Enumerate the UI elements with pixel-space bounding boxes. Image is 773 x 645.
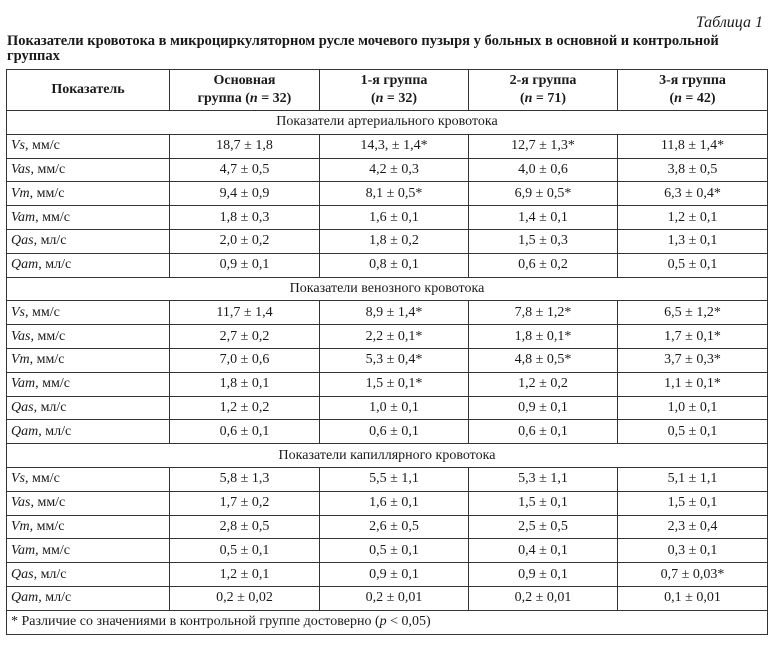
value-cell: 2,6 ± 0,5 bbox=[320, 515, 469, 539]
header-group-count: = 71) bbox=[532, 91, 567, 106]
value-cell: 3,8 ± 0,5 bbox=[618, 158, 768, 182]
value-cell: 5,3 ± 1,1 bbox=[469, 467, 618, 491]
value-cell: 1,4 ± 0,1 bbox=[469, 206, 618, 230]
table-row bbox=[7, 158, 768, 182]
indicator-cell bbox=[7, 325, 170, 349]
value-cell: 11,8 ± 1,4* bbox=[618, 134, 768, 158]
table-header-row bbox=[7, 70, 768, 111]
header-group-main bbox=[170, 70, 320, 111]
value-cell: 0,2 ± 0,01 bbox=[320, 586, 469, 610]
footnote-p-symbol: p bbox=[379, 614, 387, 630]
header-group-3 bbox=[618, 70, 768, 111]
indicator-cell bbox=[7, 229, 170, 253]
value-cell: 2,7 ± 0,2 bbox=[170, 325, 320, 349]
indicator-unit: , мл/с bbox=[38, 423, 72, 439]
footnote-text: * Различие со значениями в контрольной группе достоверно ( bbox=[11, 614, 380, 630]
header-group-count-pre: группа ( bbox=[197, 91, 250, 106]
header-n-symbol: n bbox=[375, 91, 384, 106]
value-cell: 0,5 ± 0,1 bbox=[618, 420, 768, 444]
value-cell: 1,6 ± 0,1 bbox=[320, 491, 469, 515]
value-cell: 3,7 ± 0,3* bbox=[618, 348, 768, 372]
table-row bbox=[7, 586, 768, 610]
value-cell: 0,9 ± 0,1 bbox=[170, 253, 320, 277]
table-row bbox=[7, 491, 768, 515]
value-cell: 1,2 ± 0,1 bbox=[170, 563, 320, 587]
indicator-cell bbox=[7, 586, 170, 610]
value-cell: 1,8 ± 0,1* bbox=[469, 325, 618, 349]
value-cell: 0,9 ± 0,1 bbox=[469, 396, 618, 420]
indicator-symbol: Qas bbox=[11, 566, 34, 582]
value-cell: 6,5 ± 1,2* bbox=[618, 301, 768, 325]
indicator-unit: , мм/с bbox=[29, 352, 65, 368]
indicator-symbol: Vs bbox=[11, 471, 25, 487]
indicator-unit: , мм/с bbox=[25, 304, 60, 320]
value-cell: 8,9 ± 1,4* bbox=[320, 301, 469, 325]
indicator-unit: , мм/с bbox=[29, 185, 65, 201]
header-group-1 bbox=[320, 70, 469, 111]
header-group-label: 1-я группа bbox=[360, 73, 428, 88]
value-cell: 1,2 ± 0,2 bbox=[469, 372, 618, 396]
indicator-cell bbox=[7, 253, 170, 277]
section-title: Показатели артериального кровотока bbox=[7, 111, 768, 135]
table-row bbox=[7, 134, 768, 158]
value-cell: 1,0 ± 0,1 bbox=[618, 396, 768, 420]
value-cell: 12,7 ± 1,3* bbox=[469, 134, 618, 158]
value-cell: 7,8 ± 1,2* bbox=[469, 301, 618, 325]
table-row bbox=[7, 301, 768, 325]
value-cell: 4,0 ± 0,6 bbox=[469, 158, 618, 182]
indicator-unit: , мм/с bbox=[25, 471, 60, 487]
footnote-row bbox=[7, 610, 768, 634]
table-row bbox=[7, 420, 768, 444]
header-group-label: 3-я группа bbox=[659, 73, 726, 88]
value-cell: 6,9 ± 0,5* bbox=[469, 182, 618, 206]
header-n-symbol: n bbox=[524, 91, 533, 106]
section-venous-title-row bbox=[7, 277, 768, 301]
header-group-count-pre: ( bbox=[370, 91, 376, 106]
section-title: Показатели венозного кровотока bbox=[7, 277, 768, 301]
indicator-symbol: Vs bbox=[11, 138, 25, 154]
value-cell: 0,5 ± 0,1 bbox=[170, 539, 320, 563]
indicator-unit: , мм/с bbox=[30, 161, 66, 177]
section-capillary-title-row bbox=[7, 444, 768, 468]
value-cell: 1,3 ± 0,1 bbox=[618, 229, 768, 253]
indicator-cell bbox=[7, 348, 170, 372]
indicator-unit: , мм/с bbox=[35, 542, 70, 558]
value-cell: 0,3 ± 0,1 bbox=[618, 539, 768, 563]
table-row bbox=[7, 396, 768, 420]
value-cell: 0,2 ± 0,01 bbox=[469, 586, 618, 610]
value-cell: 1,2 ± 0,1 bbox=[618, 206, 768, 230]
value-cell: 1,5 ± 0,1 bbox=[618, 491, 768, 515]
indicator-symbol: Qas bbox=[11, 233, 34, 249]
indicator-symbol: Qam bbox=[11, 423, 39, 439]
table-row bbox=[7, 348, 768, 372]
header-group-count: = 32) bbox=[257, 91, 292, 106]
indicator-cell bbox=[7, 206, 170, 230]
indicator-unit: , мл/с bbox=[33, 233, 67, 249]
value-cell: 1,5 ± 0,3 bbox=[469, 229, 618, 253]
indicator-cell bbox=[7, 491, 170, 515]
indicator-symbol: Vm bbox=[11, 185, 30, 201]
value-cell: 0,9 ± 0,1 bbox=[469, 563, 618, 587]
header-n-symbol: n bbox=[249, 91, 258, 106]
table-caption: Показатели кровотока в микроциркуляторном русле мочевого пузыря у больных в основной и контрольной группах bbox=[7, 33, 719, 64]
indicator-cell bbox=[7, 372, 170, 396]
value-cell: 0,6 ± 0,2 bbox=[469, 253, 618, 277]
indicator-cell bbox=[7, 182, 170, 206]
indicator-cell bbox=[7, 396, 170, 420]
indicator-unit: , мм/с bbox=[35, 376, 70, 392]
indicator-symbol: Vam bbox=[11, 209, 36, 225]
indicator-cell bbox=[7, 563, 170, 587]
value-cell: 0,6 ± 0,1 bbox=[170, 420, 320, 444]
value-cell: 9,4 ± 0,9 bbox=[170, 182, 320, 206]
value-cell: 5,3 ± 0,4* bbox=[320, 348, 469, 372]
value-cell: 1,8 ± 0,2 bbox=[320, 229, 469, 253]
value-cell: 11,7 ± 1,4 bbox=[170, 301, 320, 325]
table-row bbox=[7, 467, 768, 491]
value-cell: 1,2 ± 0,2 bbox=[170, 396, 320, 420]
value-cell: 18,7 ± 1,8 bbox=[170, 134, 320, 158]
header-group-2 bbox=[469, 70, 618, 111]
header-group-label: 2-я группа bbox=[509, 73, 577, 88]
value-cell: 0,9 ± 0,1 bbox=[320, 563, 469, 587]
indicator-symbol: Qas bbox=[11, 399, 34, 415]
value-cell: 0,7 ± 0,03* bbox=[618, 563, 768, 587]
indicator-symbol: Vas bbox=[11, 328, 31, 344]
section-arterial-title-row bbox=[7, 111, 768, 135]
indicator-unit: , мм/с bbox=[25, 138, 60, 154]
indicator-cell bbox=[7, 467, 170, 491]
section-title: Показатели капиллярного кровотока bbox=[7, 444, 768, 468]
indicator-unit: , мл/с bbox=[38, 257, 72, 273]
value-cell: 6,3 ± 0,4* bbox=[618, 182, 768, 206]
indicator-unit: , мл/с bbox=[33, 566, 67, 582]
value-cell: 8,1 ± 0,5* bbox=[320, 182, 469, 206]
table-row bbox=[7, 182, 768, 206]
value-cell: 0,6 ± 0,1 bbox=[320, 420, 469, 444]
indicator-symbol: Vas bbox=[11, 161, 31, 177]
value-cell: 2,8 ± 0,5 bbox=[170, 515, 320, 539]
indicator-cell bbox=[7, 515, 170, 539]
value-cell: 0,4 ± 0,1 bbox=[469, 539, 618, 563]
table-body bbox=[7, 111, 768, 611]
value-cell: 4,2 ± 0,3 bbox=[320, 158, 469, 182]
value-cell: 5,5 ± 1,1 bbox=[320, 467, 469, 491]
value-cell: 1,1 ± 0,1* bbox=[618, 372, 768, 396]
header-group-label: Основная bbox=[213, 73, 276, 88]
indicator-symbol: Vm bbox=[11, 352, 30, 368]
value-cell: 5,8 ± 1,3 bbox=[170, 467, 320, 491]
indicator-cell bbox=[7, 158, 170, 182]
value-cell: 0,6 ± 0,1 bbox=[469, 420, 618, 444]
indicator-cell bbox=[7, 420, 170, 444]
indicator-symbol: Qam bbox=[11, 590, 39, 606]
value-cell: 0,5 ± 0,1 bbox=[320, 539, 469, 563]
value-cell: 0,1 ± 0,01 bbox=[618, 586, 768, 610]
value-cell: 2,3 ± 0,4 bbox=[618, 515, 768, 539]
value-cell: 0,2 ± 0,02 bbox=[170, 586, 320, 610]
value-cell: 1,7 ± 0,1* bbox=[618, 325, 768, 349]
footnote bbox=[7, 610, 768, 634]
table-row bbox=[7, 563, 768, 587]
value-cell: 4,8 ± 0,5* bbox=[469, 348, 618, 372]
header-group-count-pre: ( bbox=[669, 91, 675, 106]
header-group-count: = 42) bbox=[681, 91, 716, 106]
header-group-count-pre: ( bbox=[519, 91, 525, 106]
value-cell: 4,7 ± 0,5 bbox=[170, 158, 320, 182]
indicator-symbol: Qam bbox=[11, 257, 39, 273]
indicator-cell bbox=[7, 301, 170, 325]
indicator-symbol: Vam bbox=[11, 542, 36, 558]
indicator-symbol: Vam bbox=[11, 376, 36, 392]
value-cell: 2,0 ± 0,2 bbox=[170, 229, 320, 253]
table-row bbox=[7, 206, 768, 230]
header-indicator: Показатель bbox=[7, 70, 170, 111]
value-cell: 1,8 ± 0,1 bbox=[170, 372, 320, 396]
value-cell: 1,6 ± 0,1 bbox=[320, 206, 469, 230]
indicator-unit: , мм/с bbox=[35, 209, 70, 225]
value-cell: 0,8 ± 0,1 bbox=[320, 253, 469, 277]
value-cell: 2,2 ± 0,1* bbox=[320, 325, 469, 349]
value-cell: 1,7 ± 0,2 bbox=[170, 491, 320, 515]
header-group-count: = 32) bbox=[383, 91, 418, 106]
table-row bbox=[7, 325, 768, 349]
indicator-symbol: Vs bbox=[11, 304, 25, 320]
footnote-threshold: < 0,05) bbox=[386, 614, 431, 630]
indicator-unit: , мл/с bbox=[33, 399, 67, 415]
value-cell: 1,5 ± 0,1* bbox=[320, 372, 469, 396]
value-cell: 2,5 ± 0,5 bbox=[469, 515, 618, 539]
indicator-unit: , мм/с bbox=[29, 518, 65, 534]
table-row bbox=[7, 515, 768, 539]
indicator-unit: , мм/с bbox=[30, 495, 66, 511]
value-cell: 14,3, ± 1,4* bbox=[320, 134, 469, 158]
table-row bbox=[7, 539, 768, 563]
table-row bbox=[7, 229, 768, 253]
value-cell: 1,5 ± 0,1 bbox=[469, 491, 618, 515]
indicator-symbol: Vas bbox=[11, 495, 31, 511]
table-row bbox=[7, 253, 768, 277]
value-cell: 7,0 ± 0,6 bbox=[170, 348, 320, 372]
table-number-label: Таблица 1 bbox=[695, 14, 763, 31]
table-row bbox=[7, 372, 768, 396]
header-n-symbol: n bbox=[674, 91, 682, 106]
blood-flow-table bbox=[6, 69, 768, 635]
value-cell: 1,8 ± 0,3 bbox=[170, 206, 320, 230]
value-cell: 1,0 ± 0,1 bbox=[320, 396, 469, 420]
indicator-symbol: Vm bbox=[11, 518, 30, 534]
indicator-cell bbox=[7, 539, 170, 563]
indicator-unit: , мл/с bbox=[38, 590, 72, 606]
indicator-unit: , мм/с bbox=[30, 328, 66, 344]
indicator-cell bbox=[7, 134, 170, 158]
value-cell: 0,5 ± 0,1 bbox=[618, 253, 768, 277]
value-cell: 5,1 ± 1,1 bbox=[618, 467, 768, 491]
